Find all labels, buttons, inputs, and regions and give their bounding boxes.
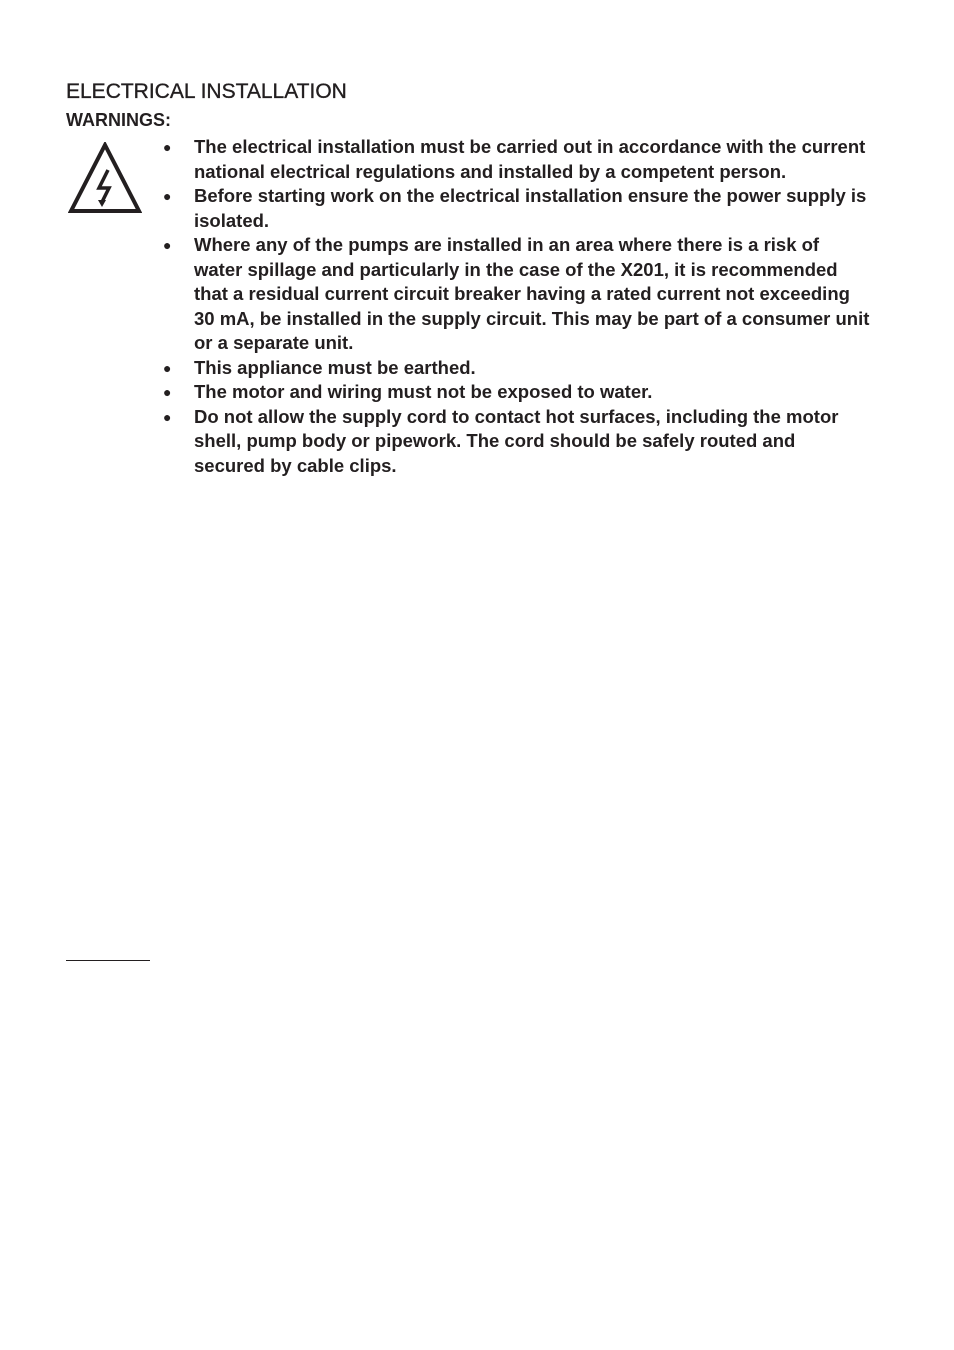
warning-item: [160, 356, 870, 381]
warning-text: The motor and wiring must not be exposed to water.: [194, 381, 653, 402]
bullet-icon: ●: [163, 188, 172, 204]
electrical-hazard-icon: [68, 142, 142, 214]
bullet-icon: ●: [163, 384, 172, 400]
warning-item: [160, 184, 870, 233]
section-title: ELECTRICAL INSTALLATION: [66, 80, 347, 103]
warning-item: [160, 233, 870, 356]
warnings-list: [160, 135, 870, 478]
warning-item: [160, 380, 870, 405]
bullet-icon: ●: [163, 139, 172, 155]
warning-text: Do not allow the supply cord to contact hot surfaces, including the motor shell, pump body or pipework. The cord should be safely routed and secured by cable clips.: [194, 405, 839, 476]
warning-text: The electrical installation must be carried out in accordance with the current national electrical regulations and installed by a competent person.: [194, 136, 866, 182]
footnote-divider: [66, 960, 150, 961]
warning-text: Before starting work on the electrical installation ensure the power supply is isolated.: [194, 185, 867, 231]
bullet-icon: ●: [163, 408, 172, 425]
warnings-subtitle: WARNINGS:: [66, 110, 171, 130]
bullet-icon: ●: [163, 359, 172, 376]
warning-item: [160, 405, 870, 479]
warning-item: [160, 135, 870, 184]
warning-text: Where any of the pumps are installed in an area where there is a risk of water spillage and particularly in the case of the X201, it is recommended that a residual current circuit breaker having a rated current not exceeding 30 mA, be installed in the supply circuit. This may be part of a consumer unit or a separate unit.: [194, 234, 870, 353]
warning-text: This appliance must be earthed.: [194, 356, 476, 378]
bullet-icon: ●: [163, 237, 172, 253]
